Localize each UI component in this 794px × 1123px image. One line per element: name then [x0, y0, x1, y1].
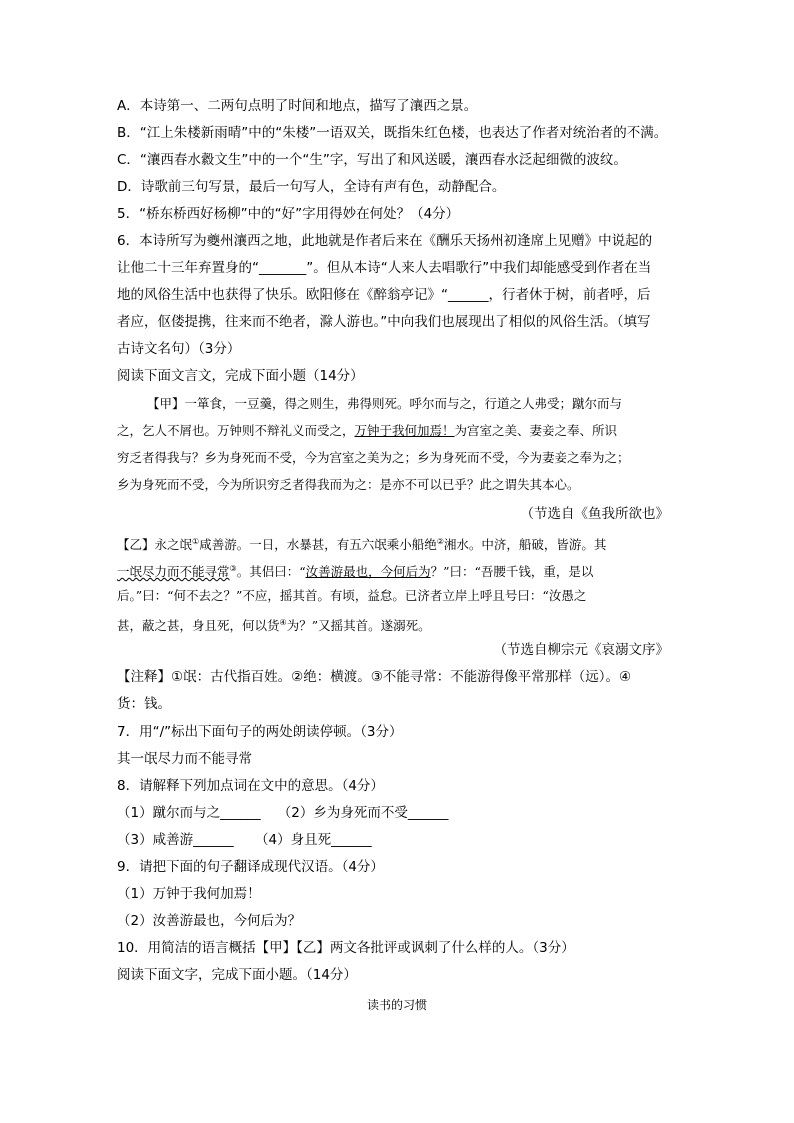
option-a: A．本诗第一、二两句点明了时间和地点，描写了瀼西之景。 [117, 98, 478, 114]
question-7: 7．用“/”标出下面句子的两处朗读停顿。（3分） [117, 724, 403, 740]
passage-jia-line-2c: 为宫室之美、妻妾之奉、所识 [454, 423, 618, 438]
passage-yi-line-1c: 湘水。中济，船破，皆游。其 [443, 537, 607, 553]
option-d: D．诗歌前三句写景，最后一句写人，全诗有声有色，动静配合。 [117, 179, 506, 195]
note-ref-1: ① [192, 537, 200, 546]
passage-yi-line-1b: 咸善游。一日，水暴甚，有五六氓乘小船绝 [199, 537, 437, 553]
passage-jia-line-4: 乡为身死而不受，今为所识穷乏者得我而为之：是亦不可以已乎？此之谓失其本心。 [117, 477, 580, 492]
question-8-items-1: （1）蹴尔而与之______ （2）乡为身死而不受______ [117, 805, 449, 821]
passage-yi-line-4b: 为？”又摇其首。遂溺死。 [286, 618, 431, 634]
question-7-sentence: 其一氓尽力而不能寻常 [117, 751, 252, 767]
question-9-item-1: （1）万钟于我何加焉！ [117, 886, 261, 902]
passage-yi-line-2b: 。其侣曰：“ [236, 564, 306, 580]
option-c: C．“瀼西春水縠文生”中的一个“生”字，写出了和风送暖，瀼西春水泛起细微的波纹。 [117, 152, 627, 168]
question-6-line-1: 6．本诗所写为夔州瀼西之地，此地就是作者后来在《酬乐天扬州初逢席上见赠》中说起的 [117, 233, 653, 249]
passage-jia-line-2a: 之，乞人不屑也。万钟则不辩礼义而受之， [117, 423, 355, 438]
passage-yi-line-1a: 【乙】永之氓 [117, 537, 193, 553]
question-9-item-2: （2）汝善游最也，今何后为？ [117, 913, 302, 929]
question-6-line-4: 者应，伛偻提携，往来而不绝者，滁人游也。”中向我们也展现出了相似的风俗生活。（填写 [117, 314, 651, 330]
passage-yi-line-4 [117, 614, 431, 635]
question-6-line-3: 地的风俗生活中也获得了快乐。欧阳修在《醉翁亭记》“______，行者休于树，前者呼，后 [117, 287, 651, 303]
note-ref-4: ④ [279, 618, 287, 627]
question-9: 9．请把下面的句子翻译成现代汉语。（4分） [117, 859, 384, 875]
question-5: 5．“桥东桥西好杨柳”中的“好”字用得妙在何处？（4分） [117, 206, 460, 222]
passage-yi-line-2d: ？”曰：“吾腰千钱，重，是以 [430, 564, 594, 580]
passage-jia-line-2 [117, 422, 617, 440]
wavy-sentence-yi: 一氓尽力而不能寻常 [117, 564, 230, 580]
question-6-line-2: 让他二十三年弃置身的“_______”。但从本诗“人来人去唱歌行”中我们却能感受到作者在当 [117, 260, 652, 276]
passage-jia-line-1: 【甲】一箪食，一豆羹，得之则生，弗得则死。呼尔而与之，行道之人弗受；蹴尔而与 [147, 396, 623, 411]
note-ref-3: ③ [229, 564, 237, 573]
underlined-sentence-jia: 万钟于我何加焉！ [354, 423, 455, 438]
passage-yi-line-3: 后。”曰：“何不去之？”不应，摇其首。有顷，益怠。已济者立岸上呼且号曰：“汝愚之 [117, 588, 587, 603]
source-yi: （节选自柳宗元《哀溺文序》 [493, 642, 669, 658]
source-jia: （节选自《鱼我所欲也》 [520, 506, 669, 522]
passage-jia-line-3: 穷乏者得我与？乡为身死而不受，今为宫室之美为之；乡为身死而不受，今为妻妾之奉为之； [117, 450, 630, 465]
passage-yi-line-4a: 甚，蔽之甚，身且死，何以货 [117, 618, 280, 634]
question-6-line-5: 古诗文名句）（3分） [117, 341, 241, 357]
reading-instruction-2: 阅读下面文字，完成下面小题。（14分） [117, 967, 357, 983]
note-ref-2: ② [436, 537, 444, 546]
notes-line-2: 货：钱。 [117, 696, 171, 712]
passage-yi-line-2 [117, 560, 593, 581]
question-10: 10．用简洁的语言概括【甲】【乙】两文各批评或讽刺了什么样的人。（3分） [117, 940, 575, 956]
underlined-sentence-yi: 汝善游最也，今何后为 [305, 564, 431, 580]
option-b: B．“江上朱楼新雨晴”中的“朱楼”一语双关，既指朱红色楼，也表达了作者对统治者的不满。 [117, 125, 668, 141]
question-8: 8．请解释下列加点词在文中的意思。（4分） [117, 778, 384, 794]
article-title: 读书的习惯 [366, 998, 427, 1012]
reading-instruction: 阅读下面文言文，完成下面小题（14分） [117, 368, 364, 384]
question-8-items-2: （3）咸善游______ （4）身且死______ [117, 832, 372, 848]
passage-yi-line-1 [117, 533, 606, 554]
notes-line-1: 【注释】①氓：古代指百姓。②绝：横渡。③不能寻常：不能游得像平常那样（远）。④ [117, 669, 632, 685]
